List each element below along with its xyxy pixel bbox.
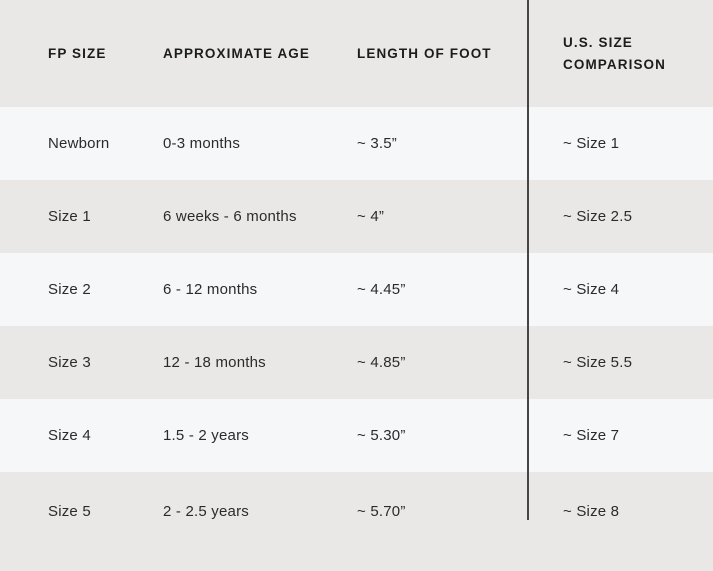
table-row-size-4 [0, 399, 713, 472]
age-cell: 1.5 - 2 years [163, 427, 249, 444]
us-size-cell: ~ Size 7 [527, 399, 713, 472]
table-row-size-1 [0, 180, 713, 253]
col-header-length-of-foot: LENGTH OF FOOT [357, 46, 492, 61]
col-header-us-size-comparison [527, 0, 713, 107]
fp-size-cell: Newborn [48, 135, 110, 152]
foot-length-cell: ~ 4.45” [357, 281, 406, 298]
age-cell: 6 - 12 months [163, 281, 258, 298]
foot-length-cell: ~ 5.30” [357, 427, 406, 444]
table-row-size-3 [0, 326, 713, 399]
fp-size-cell: Size 5 [48, 503, 91, 520]
table-row-size-5 [0, 472, 713, 571]
col-header-us-size-comparison-label: U.S. SIZE COMPARISON [563, 34, 667, 72]
us-size-cell: ~ Size 4 [527, 253, 713, 326]
col-header-approximate-age: APPROXIMATE AGE [163, 46, 311, 61]
foot-length-cell: ~ 5.70” [357, 503, 406, 520]
fp-size-cell: Size 3 [48, 354, 91, 371]
foot-length-cell: ~ 4” [357, 208, 385, 225]
age-cell: 0-3 months [163, 135, 241, 152]
us-size-cell: ~ Size 5.5 [527, 326, 713, 399]
foot-length-cell: ~ 4.85” [357, 354, 406, 371]
fp-size-cell: Size 1 [48, 208, 91, 225]
foot-length-cell: ~ 3.5” [357, 135, 397, 152]
fp-size-cell: Size 4 [48, 427, 91, 444]
table-header-row [0, 0, 713, 107]
age-cell: 12 - 18 months [163, 354, 266, 371]
us-size-cell: ~ Size 8 [527, 472, 713, 520]
age-cell: 2 - 2.5 years [163, 503, 249, 520]
col-header-fp-size: FP SIZE [48, 46, 107, 61]
fp-size-cell: Size 2 [48, 281, 91, 298]
table-row-size-2 [0, 253, 713, 326]
age-cell: 6 weeks - 6 months [163, 208, 297, 225]
us-size-cell: ~ Size 2.5 [527, 180, 713, 253]
us-size-cell: ~ Size 1 [527, 107, 713, 180]
table-row-newborn [0, 107, 713, 180]
